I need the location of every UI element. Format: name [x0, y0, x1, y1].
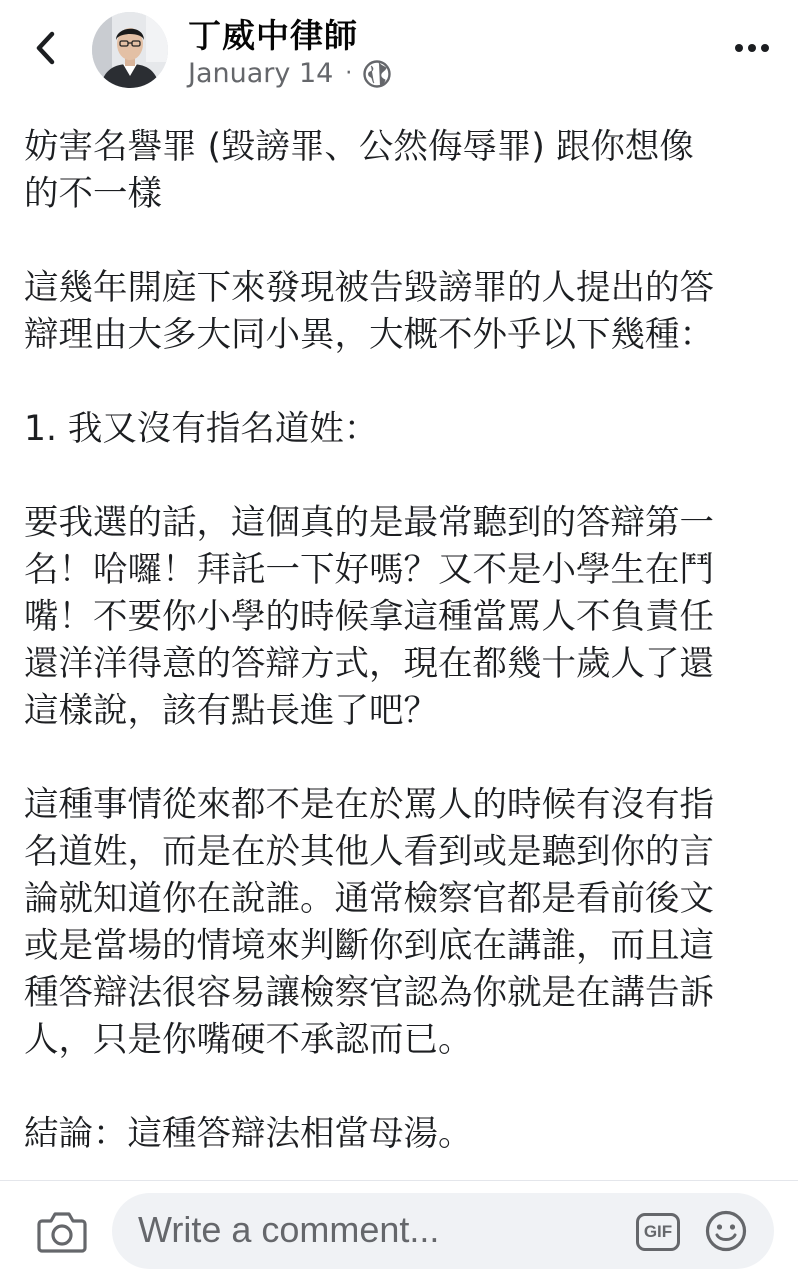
post-text: [24, 124, 776, 1205]
post-date[interactable]: January 14: [188, 58, 334, 89]
post-header: [0, 0, 798, 100]
post-line: 或是當場的情境來判斷你到底在講誰，而且這: [24, 926, 714, 966]
camera-icon[interactable]: [36, 1207, 88, 1255]
comment-input[interactable]: [112, 1193, 774, 1269]
post-paragraph: [24, 124, 776, 218]
post-paragraph: [24, 782, 776, 1064]
post-line: 結論：這種答辯法相當母湯。: [24, 1114, 473, 1154]
post-line: 名！哈囉！拜託一下好嗎？又不是小學生在鬥: [24, 550, 714, 590]
post-line: 的不一樣: [24, 174, 162, 214]
gif-label: GIF: [643, 1222, 673, 1241]
post-line: 論就知道你在說誰。通常檢察官都是看前後文: [24, 879, 714, 919]
post-meta: [188, 58, 392, 89]
chevron-left-icon: [35, 31, 57, 65]
gif-button[interactable]: [636, 1213, 680, 1251]
post-paragraph: [24, 500, 776, 735]
post-paragraph: [24, 1111, 776, 1158]
post-line: 辯理由大多大同小異，大概不外乎以下幾種：: [24, 315, 714, 355]
post-line: 要我選的話，這個真的是最常聽到的答辯第一: [24, 503, 714, 543]
globe-icon: [362, 59, 392, 89]
avatar[interactable]: [92, 12, 168, 88]
profile-photo: [92, 12, 168, 88]
post-line: 還洋洋得意的答辯方式，現在都幾十歲人了還: [24, 644, 714, 684]
more-options-button[interactable]: [732, 34, 772, 62]
author-name[interactable]: 丁威中律師: [188, 16, 358, 55]
post-paragraph: [24, 406, 776, 453]
post-line: 人，只是你嘴硬不承認而已。: [24, 1020, 473, 1060]
comment-bar: [0, 1180, 798, 1280]
post-line: 妨害名譽罪 (毀謗罪、公然侮辱罪) 跟你想像: [24, 127, 694, 167]
more-dots-icon: [734, 43, 770, 53]
post-paragraph: [24, 265, 776, 359]
post-line: 這幾年開庭下來發現被告毀謗罪的人提出的答: [24, 268, 714, 308]
comment-placeholder: Write a comment...: [138, 1209, 440, 1250]
back-button[interactable]: [26, 28, 66, 68]
post-line: 1. 我又沒有指名道姓：: [24, 409, 379, 449]
post-line: 種答辯法很容易讓檢察官認為你就是在講告訴: [24, 973, 714, 1013]
post-line: 這樣說，該有點長進了吧？: [24, 691, 438, 731]
post-line: 這種事情從來都不是在於罵人的時候有沒有指: [24, 785, 714, 825]
emoji-icon[interactable]: [704, 1209, 748, 1253]
post-line: 嘴！不要你小學的時候拿這種當罵人不負責任: [24, 597, 714, 637]
post-line: 名道姓，而是在於其他人看到或是聽到你的言: [24, 832, 714, 872]
meta-separator: ·: [345, 61, 353, 86]
